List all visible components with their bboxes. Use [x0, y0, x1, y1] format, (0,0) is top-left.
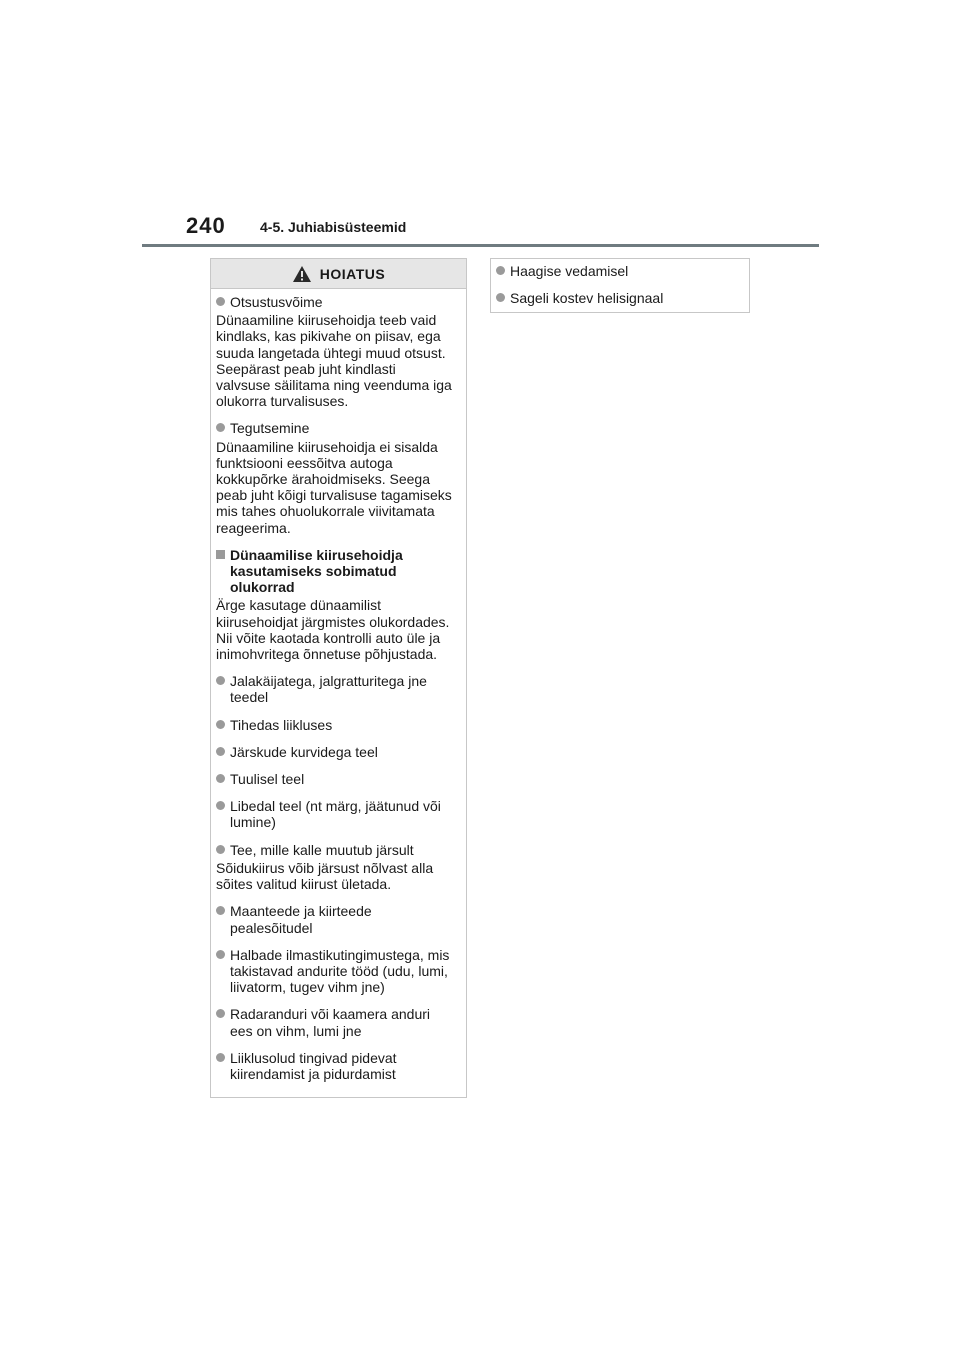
bullet-dot-icon: [216, 423, 225, 432]
text-line: Liiklusolud tingivad pidevat: [230, 1049, 397, 1066]
bullet-item: [216, 717, 458, 733]
subheading: [216, 547, 458, 596]
bullet-text: Järskude kurvidega teel: [230, 743, 378, 760]
paragraph: [216, 312, 458, 409]
text-line: kindlaks, kas pikivahe on piisav, ega: [216, 328, 441, 345]
paragraph: [216, 860, 458, 892]
text-line: Sõidukiirus võib järsust nõlvast alla: [216, 859, 434, 876]
bullet-item: [216, 947, 458, 996]
bullet-dot-icon: [496, 266, 505, 275]
bullet-item: [216, 294, 458, 310]
text-line: suuda langetada ühtegi muud otsust.: [216, 344, 446, 361]
bullet-item: [216, 771, 458, 787]
text-line: peab juht kõigi turvalisuse tagamiseks: [216, 487, 452, 504]
bullet-item: [216, 903, 458, 935]
text-line: Dünaamiline kiirusehoidja ei sisalda: [216, 438, 438, 455]
text-line: takistavad andurite tööd (udu, lumi,: [230, 962, 448, 979]
text-line: kiirusehoidjat järgmistes olukordades.: [216, 613, 450, 630]
text-line: Libedal teel (nt märg, jäätunud või: [230, 798, 441, 815]
text-line: Dünaamiline kiirusehoidja teeb vaid: [216, 312, 437, 329]
bullet-dot-icon: [216, 720, 225, 729]
text-line: valvsuse säilitama ning veenduma iga: [216, 377, 452, 394]
section-title: 4-5. Juhiabisüsteemid: [260, 219, 407, 235]
text-line: funktsiooni eessõitva autoga: [216, 454, 393, 471]
warning-header: [211, 259, 466, 289]
bullet-dot-icon: [216, 1009, 225, 1018]
warning-triangle-icon: [292, 265, 312, 283]
text-line: Radaranduri või kaamera anduri: [230, 1006, 430, 1023]
bullet-text: Tegutsemine: [230, 420, 310, 437]
page-number: 240: [186, 213, 226, 238]
bullet-text: Sageli kostev helisignaal: [510, 290, 664, 307]
text-line: Maanteede ja kiirteede: [230, 903, 372, 920]
warning-body: [211, 289, 466, 1082]
text-line: Jalakäijatega, jalgratturitega jne: [230, 673, 427, 690]
warning-box: [210, 258, 467, 1098]
bullet-dot-icon: [216, 1053, 225, 1062]
bullet-text: Otsustusvõime: [230, 294, 323, 310]
text-line: olukorrad: [230, 579, 295, 596]
bullet-item: [496, 263, 741, 279]
bullet-item: [216, 673, 458, 705]
bullet-dot-icon: [216, 845, 225, 854]
text-line: sõites valitud kiirust ületada.: [216, 876, 392, 893]
bullet-item: [216, 842, 458, 858]
warning-title: HOIATUS: [319, 265, 386, 282]
text-line: mis tahes ohuolukorrale viivitamata: [216, 503, 435, 520]
bullet-dot-icon: [216, 297, 225, 306]
bullet-item: [216, 420, 458, 436]
paragraph: [216, 439, 458, 536]
bullet-item: [216, 1050, 458, 1082]
bullet-text: Haagise vedamisel: [510, 263, 629, 279]
bullet-item: [496, 290, 741, 306]
paragraph: [216, 597, 458, 662]
bullet-dot-icon: [216, 950, 225, 959]
text-line: lumine): [230, 814, 276, 831]
text-line: Halbade ilmastikutingimustega, mis: [230, 946, 450, 963]
text-line: Ärge kasutage dünaamilist: [216, 597, 381, 614]
bullet-text: Tee, mille kalle muutub järsult: [230, 841, 414, 858]
text-line: Nii võite kaotada kontrolli auto üle ja: [216, 629, 441, 646]
text-line: Dünaamilise kiirusehoidja: [230, 546, 403, 563]
bullet-item: [216, 798, 458, 830]
text-line: pealesõitudel: [230, 919, 313, 936]
text-line: ees on vihm, lumi jne: [230, 1022, 362, 1039]
header-rule: [142, 244, 819, 247]
bullet-square-icon: [216, 550, 225, 559]
text-line: olukorra turvalisuses.: [216, 393, 349, 410]
side-box: [490, 258, 750, 313]
text-line: reageerima.: [216, 519, 291, 536]
bullet-dot-icon: [216, 801, 225, 810]
bullet-item: [216, 744, 458, 760]
bullet-dot-icon: [216, 747, 225, 756]
text-line: kasutamiseks sobimatud: [230, 563, 397, 580]
text-line: kiirendamist ja pidurdamist: [230, 1065, 396, 1082]
bullet-text: Tuulisel teel: [230, 771, 305, 788]
bullet-dot-icon: [216, 906, 225, 915]
bullet-dot-icon: [496, 293, 505, 302]
text-line: teedel: [230, 689, 269, 706]
text-line: Seepärast peab juht kindlasti: [216, 360, 396, 377]
bullet-item: [216, 1006, 458, 1038]
text-line: kokkupõrke ärahoidmiseks. Seega: [216, 471, 431, 488]
bullet-dot-icon: [216, 676, 225, 685]
bullet-dot-icon: [216, 774, 225, 783]
bullet-text: Tihedas liikluses: [230, 716, 333, 733]
text-line: inimohvritega õnnetuse põhjustada.: [216, 646, 438, 663]
text-line: liivatorm, tugev vihm jne): [230, 979, 385, 996]
